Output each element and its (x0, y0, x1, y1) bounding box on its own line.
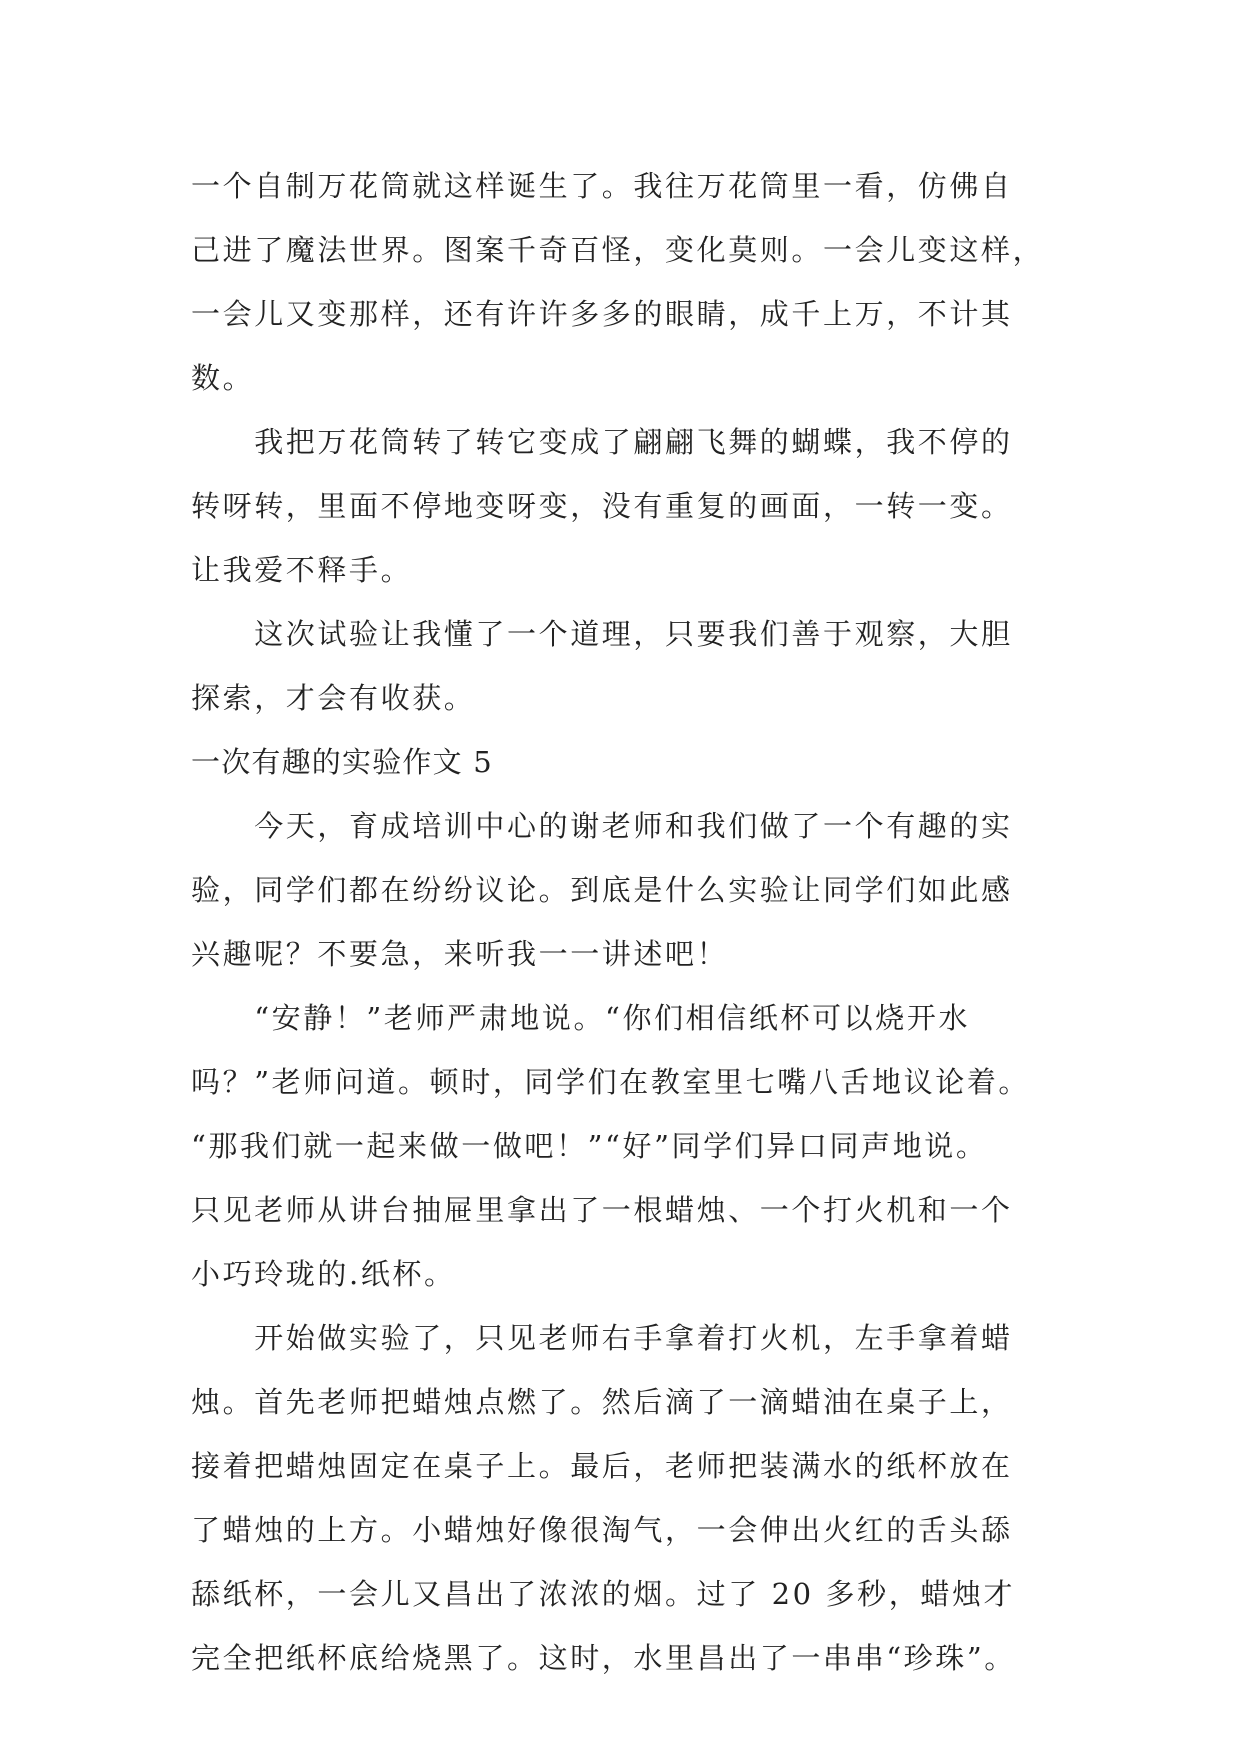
text-line: 烛。首先老师把蜡烛点燃了。然后滴了一滴蜡油在桌子上， (191, 1385, 1013, 1419)
text-line: 一个自制万花筒就这样诞生了。我往万花筒里一看，仿佛自 (191, 169, 1013, 203)
text-line: 接着把蜡烛固定在桌子上。最后，老师把装满水的纸杯放在 (191, 1449, 1013, 1483)
text-line: “那我们就一起来做一做吧！”“好”同学们异口同声地说。 (191, 1129, 988, 1163)
section-heading (191, 730, 1071, 794)
text-line: 我把万花筒转了转它变成了翩翩飞舞的蝴蝶，我不停的 (191, 425, 1013, 459)
text-line: 小巧玲珑的.纸杯。 (191, 1257, 456, 1291)
text-line: 这次试验让我懂了一个道理，只要我们善于观察，大胆 (191, 617, 1013, 651)
text-line: 一会儿又变那样，还有许许多多的眼睛，成千上万，不计其 (191, 297, 1013, 331)
text-line: 完全把纸杯底给烧黑了。这时，水里昌出了一串串“珍珠”。 (191, 1641, 1016, 1675)
heading-text: 一次有趣的实验作文 5 (191, 745, 493, 779)
text-line: 验，同学们都在纷纷议论。到底是什么实验让同学们如此感 (191, 873, 1013, 907)
text-line: 兴趣呢？不要急，来听我一一讲述吧！ (191, 937, 729, 971)
text-line: 己进了魔法世界。图案千奇百怪，变化莫则。一会儿变这样， (191, 233, 1045, 267)
text-line: “安静！”老师严肃地说。“你们相信纸杯可以烧开水 (191, 1001, 971, 1035)
text-line: 今天，育成培训中心的谢老师和我们做了一个有趣的实 (191, 809, 1013, 843)
text-line: 舔纸杯，一会儿又昌出了浓浓的烟。过了 20 多秒，蜡烛才 (191, 1577, 1016, 1611)
text-line: 吗？”老师问道。顿时，同学们在教室里七嘴八舌地议论着。 (191, 1065, 1031, 1099)
text-line: 转呀转，里面不停地变呀变，没有重复的画面，一转一变。 (191, 489, 1013, 523)
document-body (191, 154, 1071, 1690)
text-line: 了蜡烛的上方。小蜡烛好像很淘气，一会伸出火红的舌头舔 (191, 1513, 1013, 1547)
paragraph (191, 1306, 1071, 1690)
paragraph (191, 602, 1071, 730)
paragraph (191, 986, 1071, 1306)
paragraph (191, 410, 1071, 602)
text-line: 探索，才会有收获。 (191, 681, 476, 715)
paragraph (191, 154, 1071, 410)
text-line: 只见老师从讲台抽屉里拿出了一根蜡烛、一个打火机和一个 (191, 1193, 1013, 1227)
paragraph (191, 794, 1071, 986)
text-line: 让我爱不释手。 (191, 553, 413, 587)
text-line: 开始做实验了，只见老师右手拿着打火机，左手拿着蜡 (191, 1321, 1013, 1355)
text-line: 数。 (191, 361, 255, 395)
